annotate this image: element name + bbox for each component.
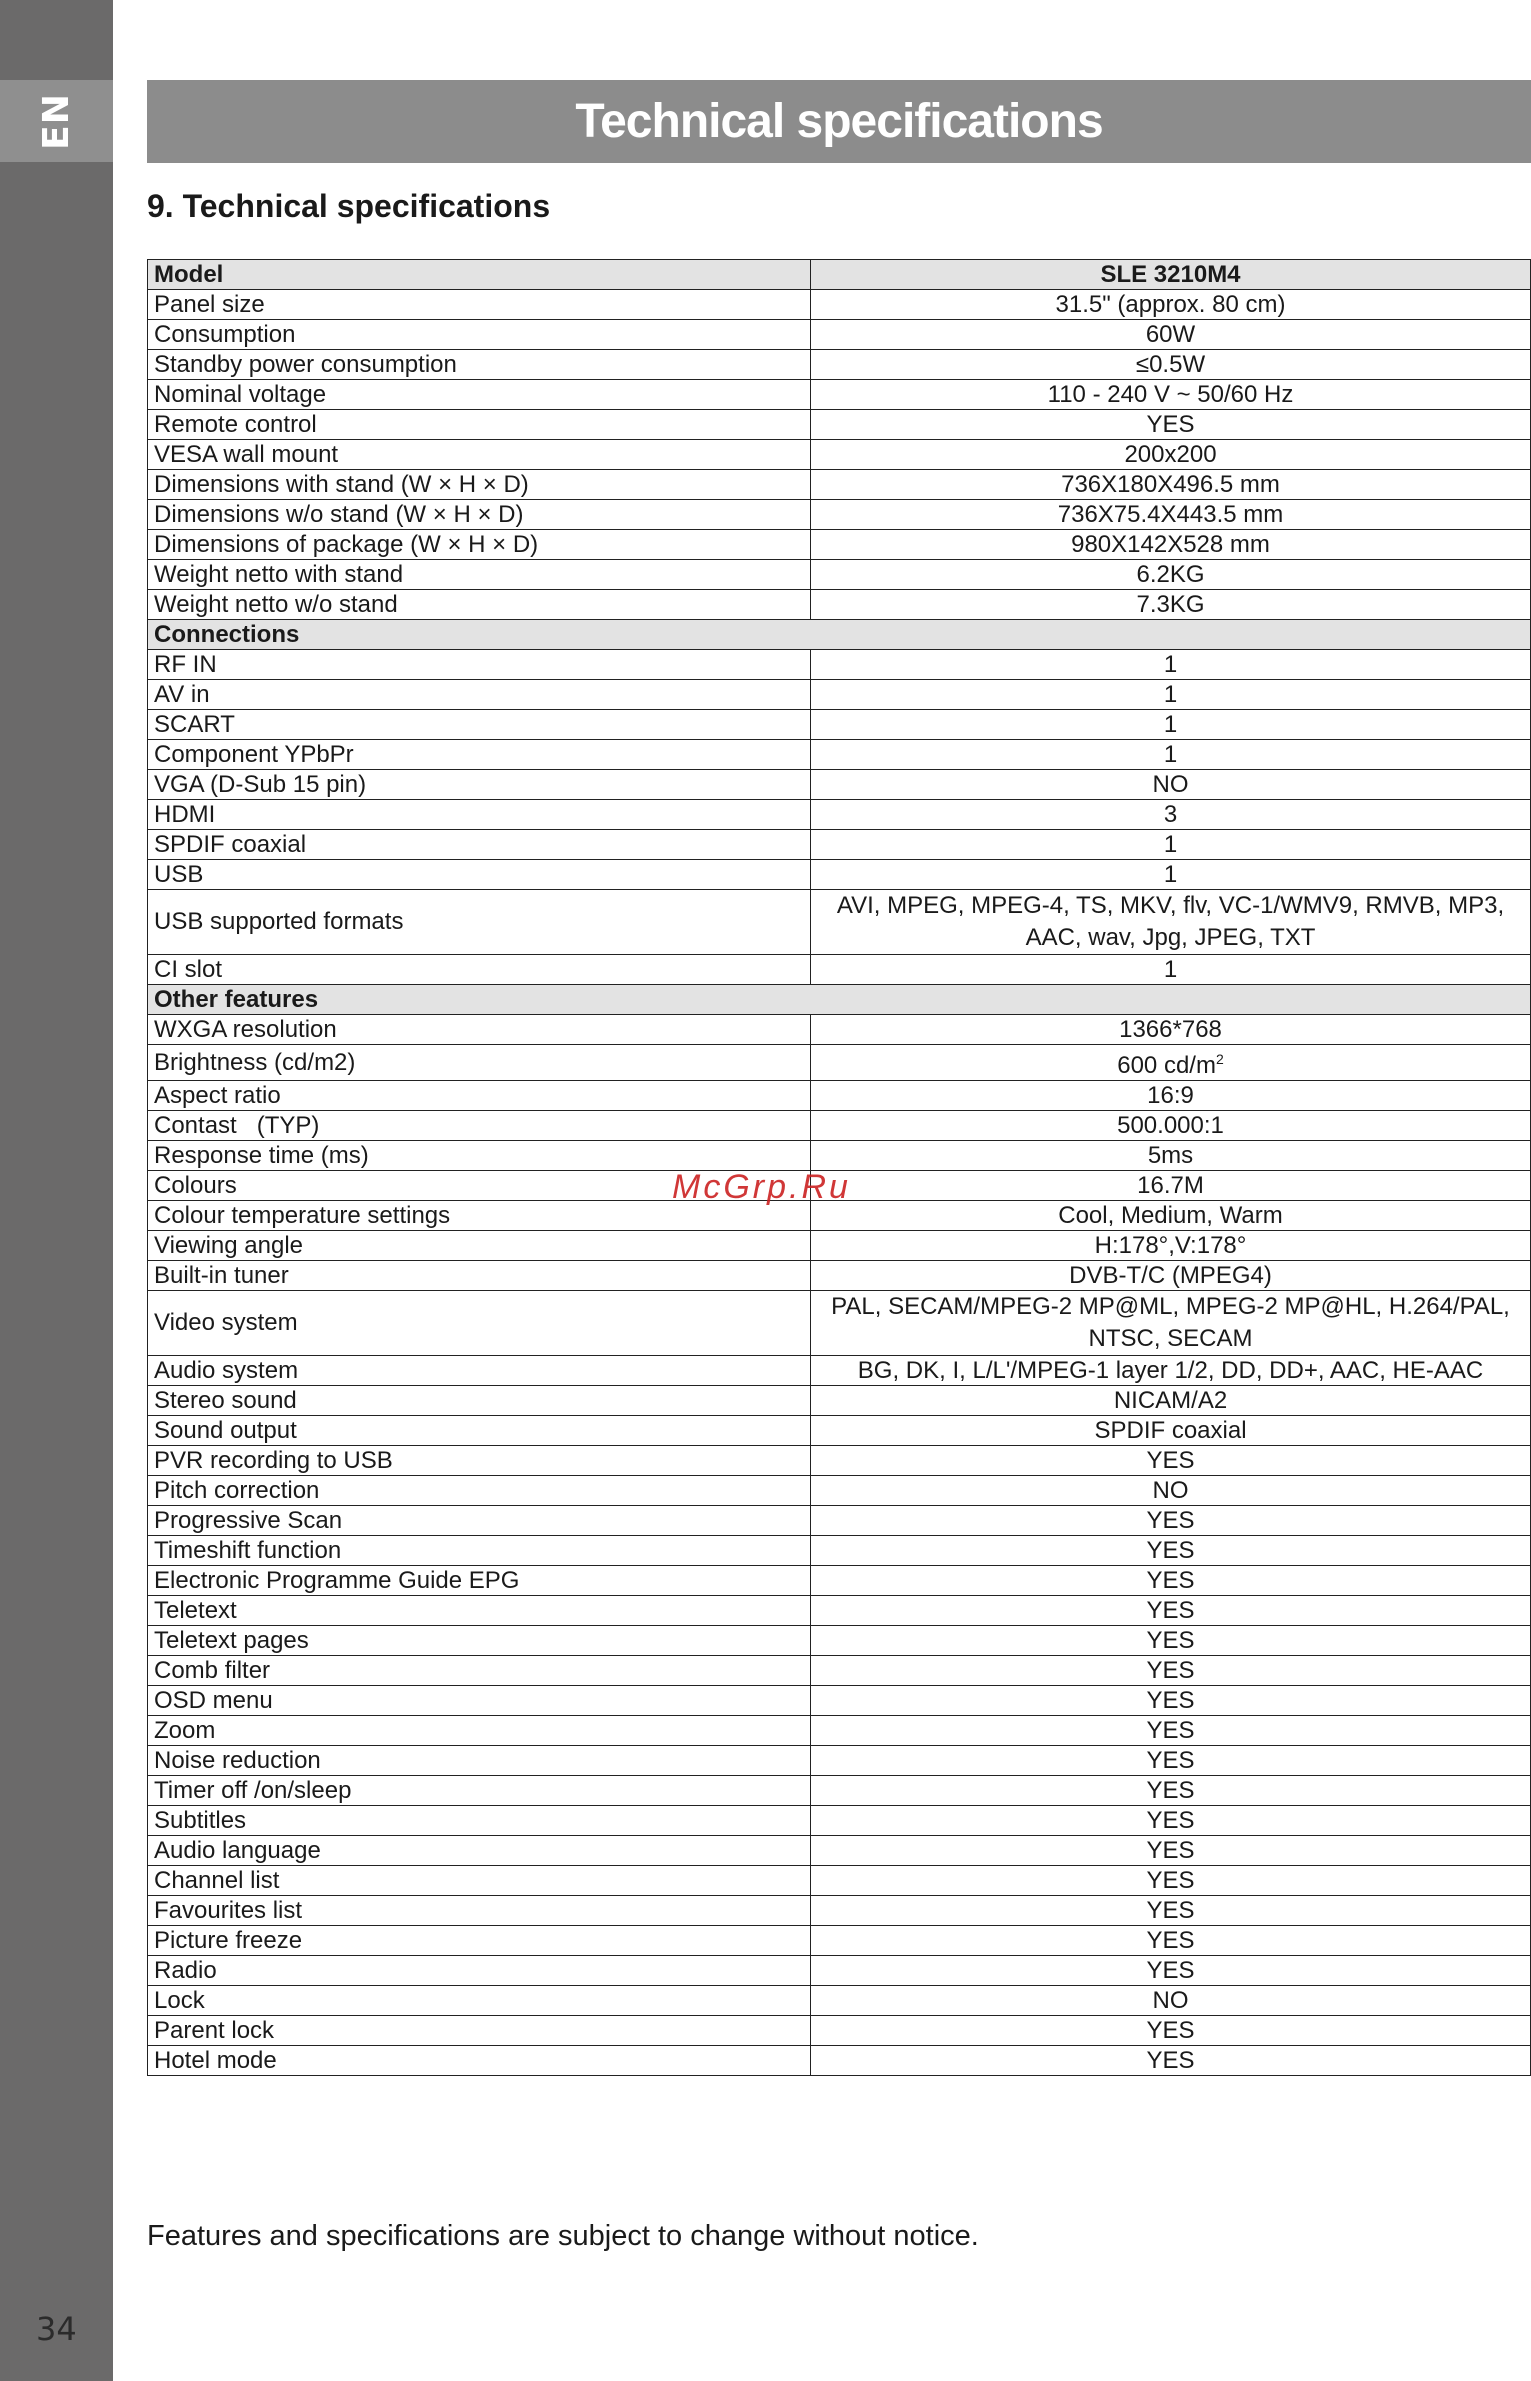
table-row (148, 1291, 1531, 1356)
table-row (148, 380, 1531, 410)
model-label: Model (148, 260, 811, 290)
spec-label: Viewing angle (148, 1231, 811, 1261)
spec-value (811, 1045, 1531, 1081)
table-row (148, 680, 1531, 710)
table-row (148, 1686, 1531, 1716)
spec-value: YES (811, 1926, 1531, 1956)
table-row (148, 1386, 1531, 1416)
language-badge (0, 80, 113, 162)
sidebar (0, 0, 113, 2381)
table-row (148, 470, 1531, 500)
spec-label: Response time (ms) (148, 1141, 811, 1171)
spec-value: ≤0.5W (811, 350, 1531, 380)
table-row (148, 2046, 1531, 2076)
spec-label: Dimensions with stand (W × H × D) (148, 470, 811, 500)
spec-value: YES (811, 1776, 1531, 1806)
table-row (148, 1596, 1531, 1626)
spec-label: Progressive Scan (148, 1506, 811, 1536)
spec-value: PAL, SECAM/MPEG-2 MP@ML, MPEG-2 MP@HL, H.264/PAL, NTSC, SECAM (811, 1291, 1531, 1356)
section-row-other-features (148, 985, 1531, 1015)
spec-value: YES (811, 2046, 1531, 2076)
spec-value: YES (811, 1446, 1531, 1476)
table-row (148, 1081, 1531, 1111)
table-row (148, 650, 1531, 680)
table-row (148, 1656, 1531, 1686)
spec-value: AVI, MPEG, MPEG-4, TS, MKV, flv, VC-1/WMV9, RMVB, MP3, AAC, wav, Jpg, JPEG, TXT (811, 890, 1531, 955)
spec-value: Cool, Medium, Warm (811, 1201, 1531, 1231)
spec-label: WXGA resolution (148, 1015, 811, 1045)
spec-label: Standby power consumption (148, 350, 811, 380)
spec-value: 3 (811, 800, 1531, 830)
table-row (148, 1926, 1531, 1956)
spec-label: Component YPbPr (148, 740, 811, 770)
spec-value: YES (811, 1836, 1531, 1866)
spec-value: 1 (811, 830, 1531, 860)
spec-value: YES (811, 1866, 1531, 1896)
table-row (148, 1746, 1531, 1776)
table-row (148, 1536, 1531, 1566)
spec-value: DVB-T/C (MPEG4) (811, 1261, 1531, 1291)
spec-label: HDMI (148, 800, 811, 830)
spec-label: Zoom (148, 1716, 811, 1746)
table-row (148, 1566, 1531, 1596)
table-row (148, 290, 1531, 320)
spec-label: USB supported formats (148, 890, 811, 955)
table-row (148, 770, 1531, 800)
spec-label: SCART (148, 710, 811, 740)
table-row (148, 1776, 1531, 1806)
spec-label: Teletext (148, 1596, 811, 1626)
spec-value: 1 (811, 680, 1531, 710)
spec-label: Contast (TYP) (148, 1111, 811, 1141)
spec-label: Audio system (148, 1356, 811, 1386)
spec-label: Subtitles (148, 1806, 811, 1836)
table-row (148, 1806, 1531, 1836)
spec-value: NICAM/A2 (811, 1386, 1531, 1416)
spec-value: YES (811, 1566, 1531, 1596)
table-row (148, 890, 1531, 955)
table-row (148, 1986, 1531, 2016)
spec-label: Consumption (148, 320, 811, 350)
spec-label: SPDIF coaxial (148, 830, 811, 860)
table-row (148, 1261, 1531, 1291)
table-row (148, 1141, 1531, 1171)
page-number: 34 (36, 2310, 77, 2348)
spec-label: Brightness (cd/m2) (148, 1045, 811, 1081)
spec-value: 736X75.4X443.5 mm (811, 500, 1531, 530)
spec-value: NO (811, 1476, 1531, 1506)
spec-value: 500.000:1 (811, 1111, 1531, 1141)
spec-label: Lock (148, 1986, 811, 2016)
spec-label: Electronic Programme Guide EPG (148, 1566, 811, 1596)
brightness-superscript: 2 (1215, 1051, 1224, 1067)
table-row (148, 1866, 1531, 1896)
spec-value: 1366*768 (811, 1015, 1531, 1045)
spec-label: USB (148, 860, 811, 890)
spec-value: 736X180X496.5 mm (811, 470, 1531, 500)
spec-label: Dimensions of package (W × H × D) (148, 530, 811, 560)
page-title: Technical specifications (575, 95, 1103, 148)
table-row (148, 1896, 1531, 1926)
table-row (148, 350, 1531, 380)
spec-value: 1 (811, 955, 1531, 985)
table-row (148, 1476, 1531, 1506)
spec-label: Favourites list (148, 1896, 811, 1926)
table-row (148, 800, 1531, 830)
table-row (148, 500, 1531, 530)
spec-value: YES (811, 1656, 1531, 1686)
spec-value: NO (811, 770, 1531, 800)
spec-label: PVR recording to USB (148, 1446, 811, 1476)
table-row (148, 1446, 1531, 1476)
spec-value: YES (811, 1746, 1531, 1776)
table-row (148, 740, 1531, 770)
spec-label: Nominal voltage (148, 380, 811, 410)
spec-label: Parent lock (148, 2016, 811, 2046)
spec-label: Colours (148, 1171, 811, 1201)
table-row (148, 1836, 1531, 1866)
table-row (148, 530, 1531, 560)
spec-label: Sound output (148, 1416, 811, 1446)
table-row (148, 1506, 1531, 1536)
spec-value: NO (811, 1986, 1531, 2016)
spec-value: YES (811, 2016, 1531, 2046)
table-row (148, 710, 1531, 740)
spec-value: YES (811, 1806, 1531, 1836)
table-row (148, 955, 1531, 985)
section-row-connections (148, 620, 1531, 650)
spec-label: Colour temperature settings (148, 1201, 811, 1231)
spec-label: Video system (148, 1291, 811, 1356)
spec-value: 60W (811, 320, 1531, 350)
spec-value: 16.7M (811, 1171, 1531, 1201)
table-row (148, 560, 1531, 590)
spec-value: 110 - 240 V ~ 50/60 Hz (811, 380, 1531, 410)
spec-value: YES (811, 1596, 1531, 1626)
table-row (148, 1111, 1531, 1141)
spec-value: 16:9 (811, 1081, 1531, 1111)
spec-label: Audio language (148, 1836, 811, 1866)
spec-label: VGA (D-Sub 15 pin) (148, 770, 811, 800)
spec-label: Built-in tuner (148, 1261, 811, 1291)
spec-label: Dimensions w/o stand (W × H × D) (148, 500, 811, 530)
spec-label: VESA wall mount (148, 440, 811, 470)
table-row (148, 1356, 1531, 1386)
spec-label: Radio (148, 1956, 811, 1986)
watermark: McGrp.Ru (672, 1168, 851, 1206)
spec-value: YES (811, 1626, 1531, 1656)
spec-value: 5ms (811, 1141, 1531, 1171)
spec-label: OSD menu (148, 1686, 811, 1716)
brightness-value: 600 cd/m (1117, 1052, 1216, 1079)
spec-label: Pitch correction (148, 1476, 811, 1506)
model-value: SLE 3210M4 (811, 260, 1531, 290)
table-row (148, 410, 1531, 440)
spec-value: 980X142X528 mm (811, 530, 1531, 560)
spec-value: H:178°,V:178° (811, 1231, 1531, 1261)
table-row (148, 590, 1531, 620)
spec-value: 6.2KG (811, 560, 1531, 590)
table-row (148, 1416, 1531, 1446)
spec-label: Weight netto w/o stand (148, 590, 811, 620)
section-heading: Other features (148, 985, 1531, 1015)
table-row (148, 1956, 1531, 1986)
spec-label: Remote control (148, 410, 811, 440)
table-row (148, 1045, 1531, 1081)
spec-label: Panel size (148, 290, 811, 320)
table-row (148, 2016, 1531, 2046)
language-label: EN (35, 92, 77, 150)
spec-value: 200x200 (811, 440, 1531, 470)
spec-label: Stereo sound (148, 1386, 811, 1416)
spec-label: Comb filter (148, 1656, 811, 1686)
table-row (148, 440, 1531, 470)
spec-label: CI slot (148, 955, 811, 985)
table-row (148, 1626, 1531, 1656)
spec-value: 7.3KG (811, 590, 1531, 620)
spec-label: Noise reduction (148, 1746, 811, 1776)
spec-label: Picture freeze (148, 1926, 811, 1956)
spec-label: Teletext pages (148, 1626, 811, 1656)
section-heading: Connections (148, 620, 1531, 650)
spec-value: YES (811, 1536, 1531, 1566)
table-row (148, 1231, 1531, 1261)
table-row (148, 320, 1531, 350)
spec-value: 1 (811, 740, 1531, 770)
spec-value: YES (811, 1956, 1531, 1986)
spec-value: YES (811, 410, 1531, 440)
spec-value: YES (811, 1506, 1531, 1536)
table-header-row (148, 260, 1531, 290)
spec-label: Hotel mode (148, 2046, 811, 2076)
spec-value: BG, DK, I, L/L'/MPEG-1 layer 1/2, DD, DD+, AAC, HE-AAC (811, 1356, 1531, 1386)
spec-label: Aspect ratio (148, 1081, 811, 1111)
spec-value: YES (811, 1896, 1531, 1926)
spec-label: Channel list (148, 1866, 811, 1896)
spec-value: YES (811, 1686, 1531, 1716)
page-header (147, 80, 1531, 163)
spec-value: SPDIF coaxial (811, 1416, 1531, 1446)
section-title: 9. Technical specifications (147, 188, 551, 224)
spec-label: RF IN (148, 650, 811, 680)
spec-value: 1 (811, 710, 1531, 740)
table-row (148, 1716, 1531, 1746)
table-row (148, 860, 1531, 890)
spec-label: Weight netto with stand (148, 560, 811, 590)
spec-value: YES (811, 1716, 1531, 1746)
spec-value: 1 (811, 650, 1531, 680)
spec-label: Timer off /on/sleep (148, 1776, 811, 1806)
spec-label: Timeshift function (148, 1536, 811, 1566)
spec-value: 1 (811, 860, 1531, 890)
spec-label: AV in (148, 680, 811, 710)
spec-value: 31.5" (approx. 80 cm) (811, 290, 1531, 320)
table-row (148, 1015, 1531, 1045)
footnote: Features and specifications are subject to change without notice. (147, 2220, 979, 2252)
table-row (148, 830, 1531, 860)
